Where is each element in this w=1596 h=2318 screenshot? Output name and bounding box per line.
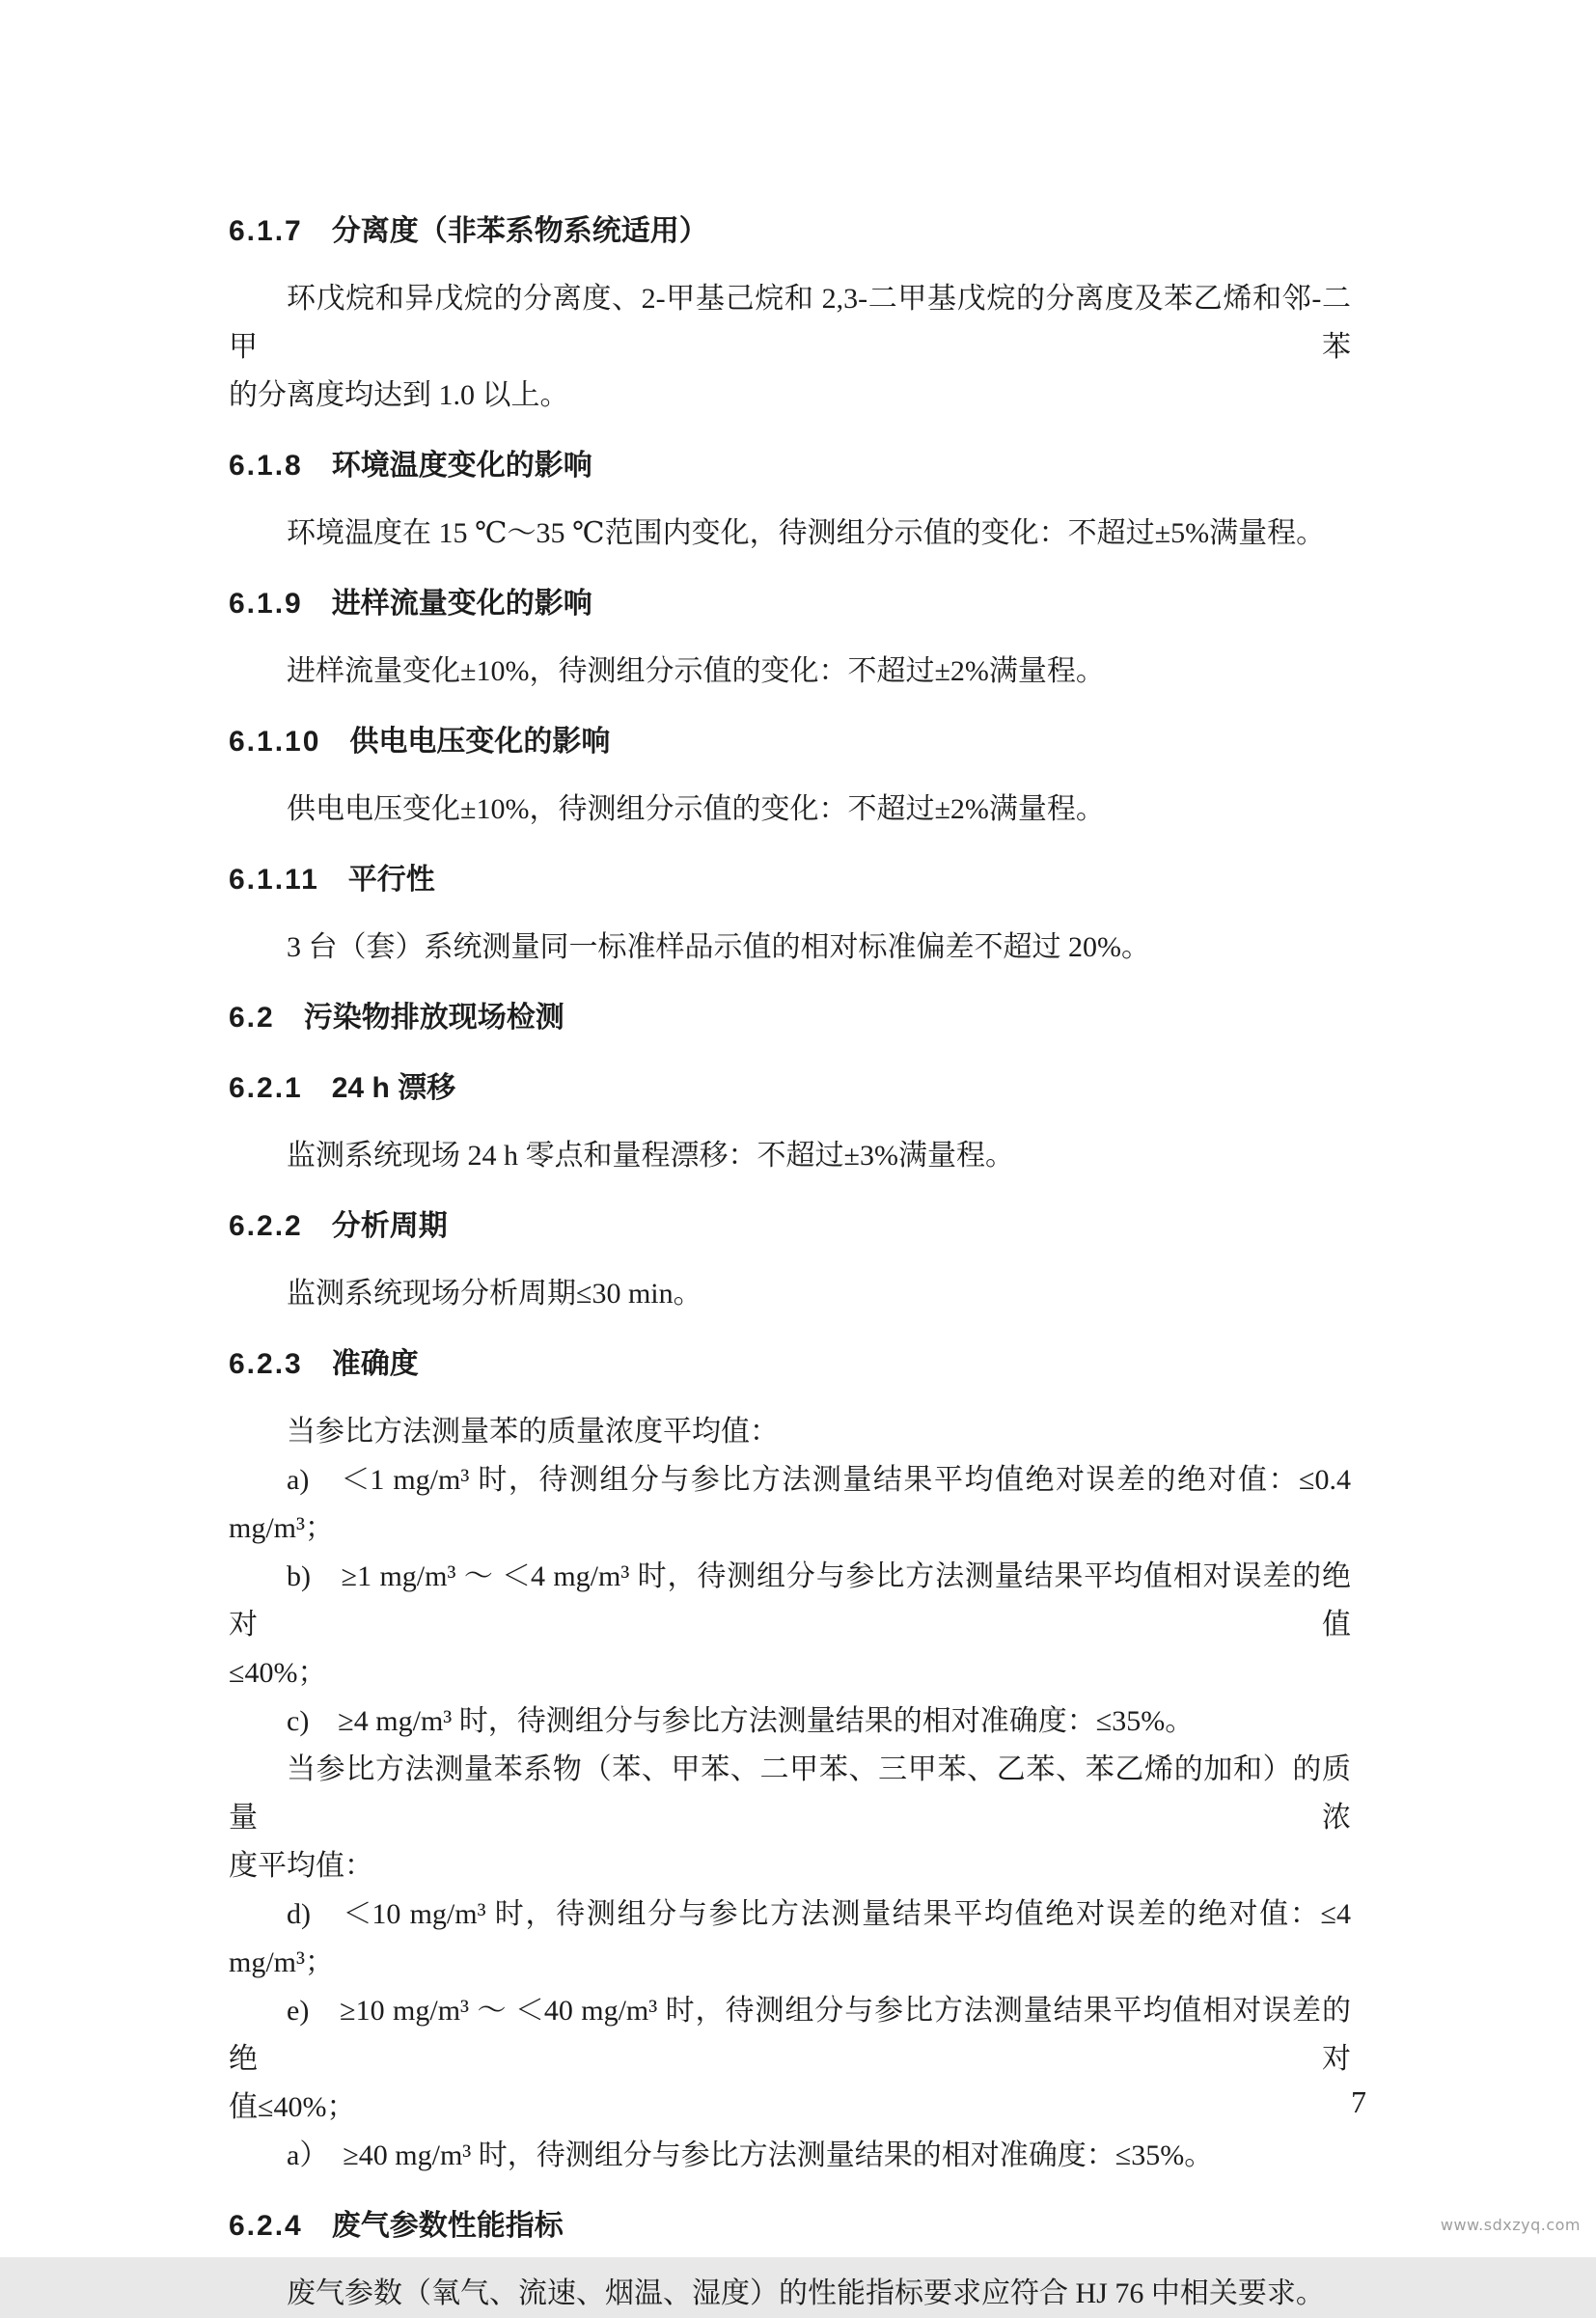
section-title: 污染物排放现场检测 <box>303 1002 564 1034</box>
list-item-a: a) ＜1 mg/m³ 时，待测组分与参比方法测量结果平均值绝对误差的绝对值：≤0.4 mg/m³； <box>229 1464 1351 1544</box>
text-line: 环戊烷和异戊烷的分离度、2-甲基己烷和 2,3-二甲基戊烷的分离度及苯乙烯和邻-二甲苯 <box>229 283 1351 363</box>
text-line: 监测系统现场 24 h 零点和量程漂移：不超过±3%满量程。 <box>287 1140 1014 1172</box>
text-line: 废气参数（氧气、流速、烟温、湿度）的性能指标要求应符合 HJ 76 中相关要求。 <box>287 2277 1325 2309</box>
section-heading-6-2-4 <box>229 2202 1351 2250</box>
list-item-b: b) ≥1 mg/m³ ～ ＜4 mg/m³ 时，待测组分与参比方法测量结果平均值相对误差的绝对值 <box>229 1560 1351 1641</box>
section-title: 进样流量变化的影响 <box>331 588 592 620</box>
section-number: 6.1.9 <box>229 588 303 620</box>
section-heading-6-2 <box>229 994 1351 1042</box>
section-title: 分析周期 <box>331 1210 448 1242</box>
text-line: ≤40%； <box>229 1657 327 1689</box>
page-number: 7 <box>1351 2084 1366 2119</box>
section-heading-6-2-2 <box>229 1202 1351 1251</box>
text-line: 的分离度均达到 1.0 以上。 <box>229 379 569 411</box>
section-number: 6.1.10 <box>229 726 321 758</box>
watermark: www.sdxzyq.com <box>1440 2216 1581 2234</box>
section-title: 准确度 <box>331 1348 419 1380</box>
list-item-d: d) ＜10 mg/m³ 时，待测组分与参比方法测量结果平均值绝对误差的绝对值：≤4 mg/m³； <box>229 1898 1352 1978</box>
text-line: 当参比方法测量苯系物（苯、甲苯、二甲苯、三甲苯、乙苯、苯乙烯的加和）的质量浓 <box>229 1753 1351 1834</box>
text-line: 环境温度在 15 ℃～35 ℃范围内变化，待测组分示值的变化：不超过±5%满量程。 <box>287 517 1326 549</box>
list-item-a2: a） ≥40 mg/m³ 时，待测组分与参比方法测量结果的相对准确度：≤35%。 <box>287 2139 1214 2171</box>
text-line: 进样流量变化±10%，待测组分示值的变化：不超过±2%满量程。 <box>287 655 1105 687</box>
section-number: 6.2.2 <box>229 1210 303 1242</box>
text-line: 值≤40%； <box>229 2091 356 2123</box>
section-title: 环境温度变化的影响 <box>331 450 592 482</box>
section-title: 废气参数性能指标 <box>331 2210 564 2242</box>
section-heading-6-1-9 <box>229 580 1351 628</box>
section-number: 6.2.3 <box>229 1348 303 1380</box>
section-number: 6.2.4 <box>229 2210 303 2242</box>
section-title: 分离度（非苯系物系统适用） <box>331 215 708 247</box>
section-number: 6.1.8 <box>229 450 303 482</box>
text-line: 监测系统现场分析周期≤30 min。 <box>287 1278 702 1310</box>
text-line: 供电电压变化±10%，待测组分示值的变化：不超过±2%满量程。 <box>287 793 1105 825</box>
section-number: 6.2 <box>229 1002 275 1034</box>
document-body <box>229 207 1351 2318</box>
section-number: 6.1.7 <box>229 215 303 247</box>
section-heading-6-1-7 <box>229 207 1351 256</box>
text-line: 当参比方法测量苯的质量浓度平均值： <box>287 1416 779 1448</box>
section-title: 供电电压变化的影响 <box>349 726 611 758</box>
section-heading-6-2-1 <box>229 1064 1351 1113</box>
section-number: 6.1.11 <box>229 864 319 896</box>
section-title: 平行性 <box>347 864 435 896</box>
section-number: 6.2.1 <box>229 1072 303 1104</box>
section-heading-6-1-8 <box>229 442 1351 490</box>
list-item-c: c) ≥4 mg/m³ 时，待测组分与参比方法测量结果的相对准确度：≤35%。 <box>287 1705 1195 1737</box>
section-heading-6-1-10 <box>229 718 1351 766</box>
section-title: 24 h 漂移 <box>331 1072 456 1104</box>
list-item-e: e) ≥10 mg/m³ ～ ＜40 mg/m³ 时，待测组分与参比方法测量结果平均值相对误差的绝对 <box>229 1995 1351 2075</box>
text-line: 度平均值： <box>229 1850 373 1882</box>
text-line: 3 台（套）系统测量同一标准样品示值的相对标准偏差不超过 20%。 <box>287 931 1150 963</box>
section-heading-6-1-11 <box>229 856 1351 904</box>
section-heading-6-2-3 <box>229 1340 1351 1389</box>
